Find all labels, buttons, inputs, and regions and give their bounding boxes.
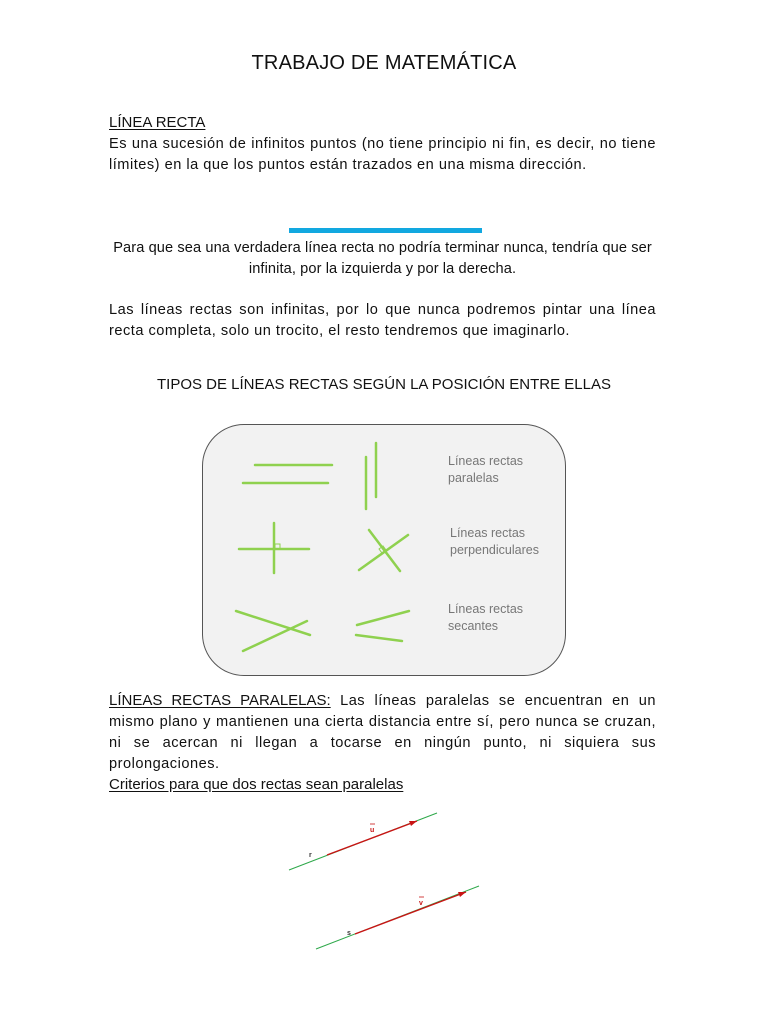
vector-u-arrowhead [409, 821, 417, 826]
label-perpendiculares: Líneas rectas perpendiculares [450, 526, 539, 557]
secant-line-3 [357, 611, 409, 625]
parallel-vectors-diagram [280, 808, 500, 958]
secant-line-2 [243, 621, 307, 651]
vector-v [355, 892, 466, 934]
secant-line-1 [236, 611, 310, 635]
label-u: u [370, 827, 375, 834]
section-heading-criterios: Criterios para que dos rectas sean paralelas [109, 776, 404, 793]
page-title: TRABAJO DE MATEMÁTICA [251, 52, 517, 74]
line-types-diagram [202, 424, 566, 676]
label-paralelas: Líneas rectas paralelas [448, 454, 524, 485]
label-secantes: Líneas rectas secantes [448, 602, 524, 633]
label-v: v [419, 900, 423, 907]
perpendicular-diagonal-line-2 [359, 535, 408, 570]
infinite-note: Para que sea una verdadera línea recta no podría terminar nunca, tendría que ser infinita, por la izquierda y por la derecha. [113, 240, 652, 277]
paralelas-text: Las líneas paralelas se encuentran en un mismo plano y mantienen una cierta distancia entre sí, pero nunca se cruzan, ni se acercan ni llegan a tocarse en ningún punto, ni siquiera sus prolongaciones. [109, 693, 656, 772]
label-s: s [347, 930, 351, 937]
secant-line-4 [356, 635, 402, 641]
paralelas-paragraph [109, 690, 656, 775]
vector-v-arrowhead [458, 892, 466, 897]
section-heading-paralelas: LÍNEAS RECTAS PARALELAS: [109, 692, 331, 709]
section-heading-tipos: TIPOS DE LÍNEAS RECTAS SEGÚN LA POSICIÓN ENTRE ELLAS [156, 376, 611, 393]
infinite-paragraph: Las líneas rectas son infinitas, por lo que nunca podremos pintar una línea recta completa, solo un trocito, el resto tendremos que imaginarlo. [109, 302, 656, 339]
definition-paragraph: Es una sucesión de infinitos puntos (no tiene principio ni fin, es decir, no tiene límites) en la que los puntos están trazados en una misma dirección. [109, 136, 656, 173]
label-r: r [309, 852, 312, 859]
straight-line-illustration [289, 228, 482, 233]
section-heading-linea-recta: LÍNEA RECTA [109, 114, 206, 131]
